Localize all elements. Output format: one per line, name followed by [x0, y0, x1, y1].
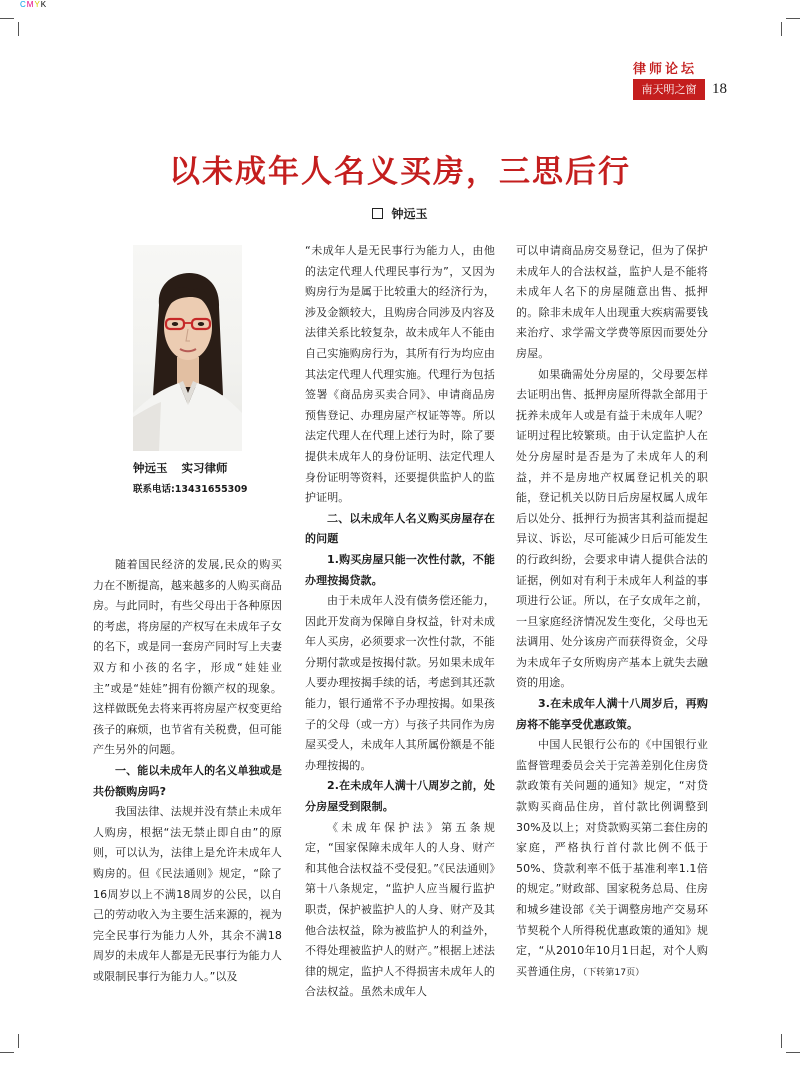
crop-mark: [786, 1052, 800, 1053]
subsection-heading: 2.在未成年人满十八周岁之前，处分房屋受到限制。: [305, 779, 495, 814]
cmyk-c: C: [20, 0, 27, 9]
paragraph: [516, 735, 708, 983]
caption-phone: 联系电话:13431655309: [133, 484, 248, 495]
paragraph: “未成年人是无民事行为能力人，由他的法定代理人代理民事行为”，又因为购房行为是属于比较重大的经济行为，涉及金额较大，且购房合同涉及内容及法律关系比较复杂，故未成年人不能由自己实施购房行为，其所有行为均应由其法定代理人代理实施。代理行为包括签署《商品房买卖合同》、申请商品房预售登记、办理房屋产权证等等。所以法定代理人在代理上述行为时，除了要提供未成年人的身份证明、法定代理人身份证明等资料，还要提供监护人的监护证明。: [305, 244, 495, 505]
cmyk-m: M: [26, 0, 35, 9]
portrait-photo-icon: [133, 245, 242, 451]
author-name: 钟远玉: [391, 207, 428, 221]
continued-note: （下转第17页）: [582, 967, 645, 978]
crop-mark: [18, 1034, 19, 1048]
paragraph: 随着国民经济的发展,民众的购买力在不断提高，越来越多的人购买商品房。与此同时，有些父母出于各种原因的考虑，将房屋的产权写在未成年子女的名下，或是同一套房产同时写上夫妻双方和小孩的名字，形成“娃娃业主”或是“娃娃”拥有份额产权的现象。这样做既免去将来再将房屋产权变更给孩子的麻烦，也节省有关税费，但可能产生另外的问题。: [93, 558, 282, 757]
caption-author-name: 钟远玉: [133, 461, 168, 475]
paragraph: 如果确需处分房屋的，父母要怎样去证明出售、抵押房屋所得款全部用于抚养未成年人或是有益于未成年人呢？证明过程比较繁琐。由于认定监护人在处分房屋时是否是为了未成年人的利益，并不是房地产权属登记机关的职能，登记机关以防日后房屋权属人成年后以处分、抵押行为损害其利益而提起异议、诉讼，尽可能减少日后可能发生的行政纠纷，会要求申请人提供合法的证据，例如对有利于未成年人利益的事项进行公证。所以，在子女成年之前，一旦家庭经济情况发生变化，父母也无法调用、处分该房产而获得资金，父母为未成年子女所购房产基本上就失去融资的用途。: [516, 367, 708, 690]
author-line: [0, 205, 800, 222]
subsection-heading: 3.在未成年人满十八周岁后，再购房将不能享受优惠政策。: [516, 697, 708, 731]
section-name: 律师论坛: [632, 62, 697, 77]
crop-mark: [781, 1034, 782, 1048]
caption-author-role: 实习律师: [181, 461, 228, 475]
crop-mark: [18, 22, 19, 36]
section-heading: 一、能以未成年人的名义单独或是共份额购房吗?: [93, 763, 282, 798]
cmyk-print-marks: [20, 0, 47, 9]
photo-caption-name: [133, 460, 242, 476]
crop-mark: [786, 18, 800, 19]
page-number: 18: [712, 81, 727, 97]
paragraph: 《未成年保护法》第五条规定，“国家保障未成年人的人身、财产和其他合法权益不受侵犯。”《民法通则》第十八条规定，“监护人应当履行监护职责，保护被监护人的人身、财产及其他合法权益，除为被监护人的利益外，不得处理被监护人的财产。”根据上述法律的规定，监护人不得损害未成年人的合法权益。虽然未成年人: [305, 820, 495, 999]
crop-mark: [781, 22, 782, 36]
subsection-heading: 1.购买房屋只能一次性付款，不能办理按揭贷款。: [305, 552, 495, 587]
cmyk-y: Y: [34, 0, 41, 9]
author-photo: [133, 245, 242, 451]
article-column-3: [516, 241, 708, 983]
paragraph: 可以申请商品房交易登记，但为了保护未成年人的合法权益，监护人是不能将未成年人名下的房屋随意出售、抵押的。除非未成年人出现重大疾病需要钱来治疗、求学需文学费等原因而要处分房屋。: [516, 244, 708, 360]
column-tag: 南天明之窗: [633, 79, 705, 100]
crop-mark: [0, 18, 14, 19]
article-column-1: [93, 555, 282, 987]
article-title: 以未成年人名义买房，三思后行: [169, 154, 631, 190]
crop-mark: [0, 1052, 14, 1053]
paragraph: 我国法律、法规并没有禁止未成年人购房，根据“法无禁止即自由”的原则，可以认为，法律上是允许未成年人购房的。但《民法通则》规定，“除了16周岁以上不满18周岁的公民，以自己的劳动收入为主要生活来源的，视为完全民事行为能力人外，其余不满18周岁的未成年人都是无民事行为能力人或限制民事行为能力人。”以及: [93, 805, 282, 983]
article-column-2: [305, 241, 495, 1003]
square-bullet-icon: [372, 208, 383, 219]
cmyk-k: K: [40, 0, 48, 9]
paragraph-text: 中国人民银行公布的《中国银行业监督管理委员会关于完善差别化住房贷款政策有关问题的通知》规定，“对贷款购买商品住房，首付款比例调整到30%及以上；对贷款购买第二套住房的家庭，严格执行首付款比例不低于50%、贷款利率不低于基准利率1.1倍的规定。”财政部、国家税务总局、住房和城乡建设部《关于调整房地产交易环节契税个人所得税优惠政策的通知》规定，“从2010年10月1日起，对个人购买普通住房，: [516, 738, 708, 978]
paragraph: 由于未成年人没有债务偿还能力，因此开发商为保障自身权益，针对未成年人买房，必须要求一次性付款，不能分期付款或是按揭付款。另如果未成年人要办理按揭手续的话，考虑到其还款能力，银行通常不予办理按揭。如果孩子的父母（或一方）与孩子共同作为房屋买受人，未成年人其所属份额是不能办理按揭的。: [305, 594, 495, 772]
section-heading: 二、以未成年人名义购买房屋存在的问题: [305, 511, 495, 546]
